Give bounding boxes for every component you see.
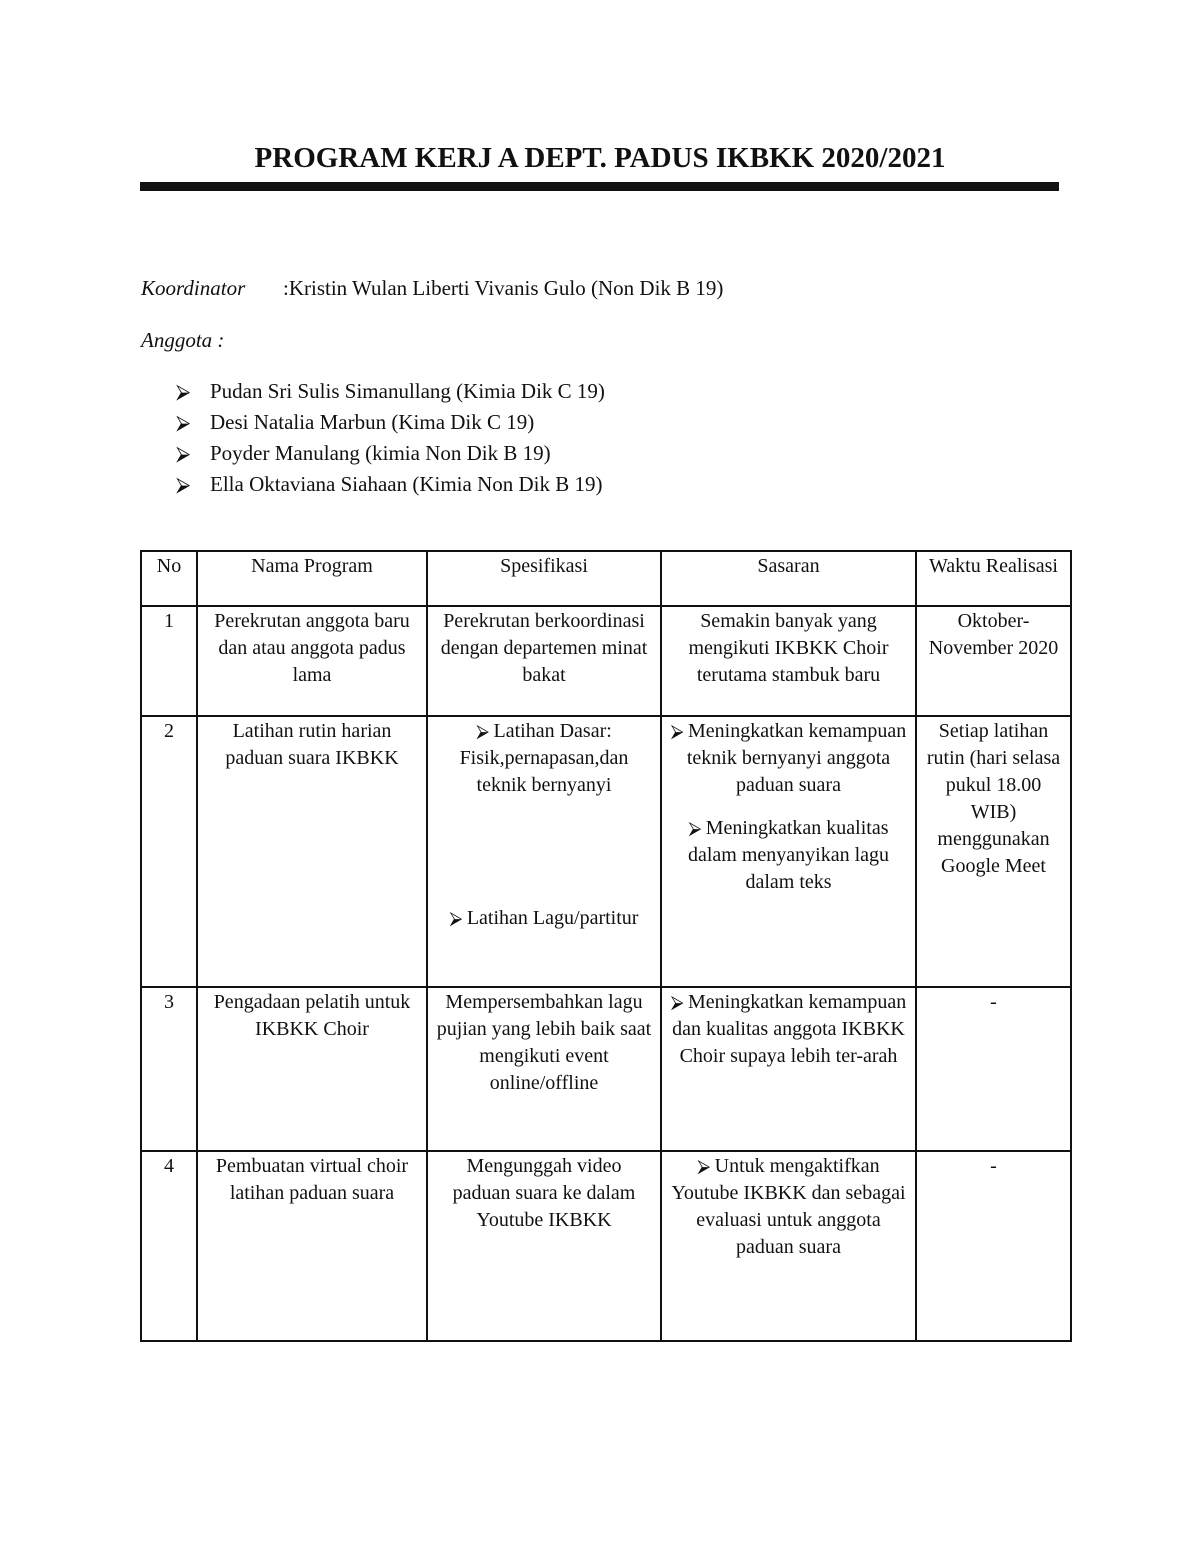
cell-nama-program: Pengadaan pelatih untuk IKBKK Choir	[197, 987, 427, 1151]
koordinator-line	[141, 276, 723, 301]
sasaran-text: Meningkatkan kemampuan teknik bernyanyi anggota paduan suara	[686, 720, 907, 796]
sasaran-item	[670, 815, 907, 896]
cell-waktu-realisasi: Oktober-November 2020	[916, 606, 1071, 716]
cell-nama-program: Perekrutan anggota baru dan atau anggota padus lama	[197, 606, 427, 716]
sasaran-text: Meningkatkan kemampuan dan kualitas anggota IKBKK Choir supaya lebih ter-arah	[672, 991, 907, 1067]
arrow-bullet-icon: ⮚	[670, 992, 688, 1012]
title-underline	[140, 182, 1059, 191]
koordinator-label: Koordinator	[141, 276, 246, 300]
cell-nama-program: Pembuatan virtual choir latihan paduan suara	[197, 1151, 427, 1341]
list-item	[176, 438, 605, 469]
arrow-bullet-icon: ⮚	[176, 443, 191, 465]
cell-waktu-realisasi: Setiap latihan rutin (hari selasa pukul 18.00 WIB) menggunakan Google Meet	[916, 716, 1071, 987]
document-title: PROGRAM KERJ A DEPT. PADUS IKBKK 2020/2021	[254, 142, 946, 174]
member-name: Pudan Sri Sulis Simanullang (Kimia Dik C 19)	[210, 379, 605, 403]
cell-waktu-realisasi: -	[916, 1151, 1071, 1341]
cell-sasaran: Semakin banyak yang mengikuti IKBKK Choir terutama stambuk baru	[661, 606, 916, 716]
table-row	[141, 1151, 1071, 1341]
header-waktu-realisasi: Waktu Realisasi	[916, 551, 1071, 606]
cell-spesifikasi	[427, 716, 661, 987]
arrow-bullet-icon: ⮚	[449, 908, 467, 928]
header-sasaran: Sasaran	[661, 551, 916, 606]
spesifikasi-item	[436, 905, 652, 932]
spesifikasi-text: Latihan Dasar: Fisik,pernapasan,dan teknik bernyanyi	[459, 720, 629, 796]
member-name: Ella Oktaviana Siahaan (Kimia Non Dik B 19)	[210, 472, 603, 496]
cell-no: 3	[141, 987, 197, 1151]
member-name: Desi Natalia Marbun (Kima Dik C 19)	[210, 410, 535, 434]
cell-no: 2	[141, 716, 197, 987]
member-list	[176, 376, 605, 500]
cell-no: 1	[141, 606, 197, 716]
sasaran-text: Meningkatkan kualitas dalam menyanyikan lagu dalam teks	[687, 817, 890, 893]
cell-waktu-realisasi: -	[916, 987, 1071, 1151]
header-nama-program: Nama Program	[197, 551, 427, 606]
cell-spesifikasi: Mempersembahkan lagu pujian yang lebih baik saat mengikuti event online/offline	[427, 987, 661, 1151]
list-item	[176, 469, 605, 500]
table-row	[141, 606, 1071, 716]
cell-spesifikasi: Mengunggah video paduan suara ke dalam Youtube IKBKK	[427, 1151, 661, 1341]
list-item	[176, 407, 605, 438]
koordinator-value: :Kristin Wulan Liberti Vivanis Gulo (Non Dik B 19)	[283, 276, 724, 300]
sasaran-item	[670, 1153, 907, 1261]
arrow-bullet-icon: ⮚	[688, 818, 706, 838]
cell-sasaran	[661, 1151, 916, 1341]
list-item	[176, 376, 605, 407]
arrow-bullet-icon: ⮚	[476, 721, 494, 741]
cell-spesifikasi: Perekrutan berkoordinasi dengan departemen minat bakat	[427, 606, 661, 716]
header-spesifikasi: Spesifikasi	[427, 551, 661, 606]
cell-nama-program: Latihan rutin harian paduan suara IKBKK	[197, 716, 427, 987]
spesifikasi-item	[436, 718, 652, 799]
spesifikasi-text: Latihan Lagu/partitur	[466, 907, 639, 929]
cell-sasaran	[661, 987, 916, 1151]
table-row	[141, 987, 1071, 1151]
sasaran-item	[670, 989, 907, 1070]
program-table	[140, 550, 1072, 1342]
arrow-bullet-icon: ⮚	[176, 474, 191, 496]
table-header-row	[141, 551, 1071, 606]
table-row	[141, 716, 1071, 987]
sasaran-item	[670, 718, 907, 799]
arrow-bullet-icon: ⮚	[176, 412, 191, 434]
arrow-bullet-icon: ⮚	[697, 1156, 715, 1176]
sasaran-text: Untuk mengaktifkan Youtube IKBKK dan sebagai evaluasi untuk anggota paduan suara	[671, 1155, 906, 1258]
arrow-bullet-icon: ⮚	[670, 721, 688, 741]
anggota-label: Anggota :	[141, 328, 225, 352]
arrow-bullet-icon: ⮚	[176, 381, 191, 403]
cell-no: 4	[141, 1151, 197, 1341]
member-name: Poyder Manulang (kimia Non Dik B 19)	[210, 441, 551, 465]
header-no: No	[141, 551, 197, 606]
cell-sasaran	[661, 716, 916, 987]
